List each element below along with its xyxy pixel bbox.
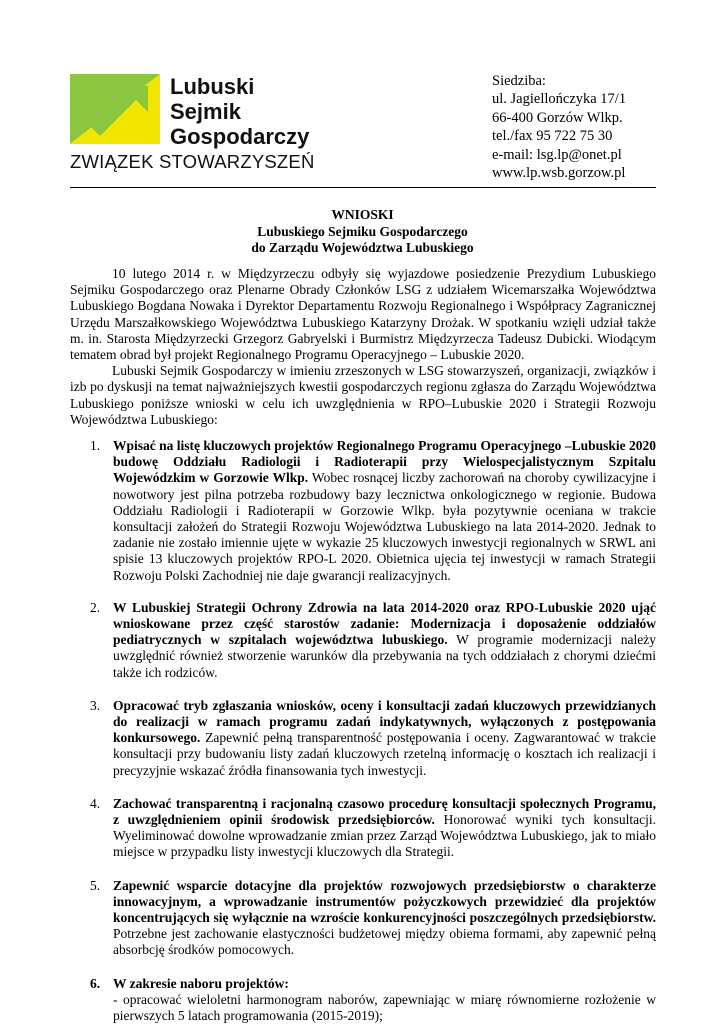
- logo-line-3: Gospodarczy: [170, 124, 310, 149]
- item-text: Potrzebne jest zachowanie elastyczności budżetowej między obiema formami, aby zapewnić pełną absorbcję środków pomocowych.: [113, 926, 656, 958]
- intro-text: [70, 266, 656, 428]
- list-item-4: [70, 796, 656, 861]
- motions-list: [70, 438, 656, 1024]
- item-heading: Opracować tryb zgłaszania wniosków, oceny i konsultacji zadań kluczowych przewidzianych do realizacji w ramach programu zadań indykatywnych, wyłączonych z postępowania konkursowego.: [113, 697, 656, 746]
- logo-name: [170, 74, 309, 149]
- item-heading: W zakresie naboru projektów:: [113, 975, 289, 991]
- intro-paragraph-2: Lubuski Sejmik Gospodarczy w imieniu zrzeszonych w LSG stowarzyszeń, organizacji, związków i izb po dyskusji na temat najważniejszych kwestii gospodarczych regionu zgłasza do Zarządu Województwa Lubuskiego poniższe wnioski w celu ich uwzględnienia w RPO–Lubuskie 2020 i Strategii Rozwoju Województwa Lubuskiego:: [70, 363, 656, 427]
- list-item-3: [70, 698, 656, 779]
- title-line-1: WNIOSKI: [331, 207, 394, 222]
- item-heading: Zapewnić wsparcie dotacyjne dla projektów rozwojowych przedsiębiorstw o charakterze innowacyjnym, a wprowadzanie instrumentów pożyczkowych przewidzieć dla projektów koncentrujących się wyłącznie na wzroście konkurencyjności poszczególnych przedsiębiorstw.: [113, 877, 656, 926]
- list-number: 6.: [90, 975, 101, 991]
- address-phone: tel./fax 95 722 75 30: [492, 128, 613, 145]
- title-line-3: do Zarządu Województwa Lubuskiego: [251, 240, 474, 255]
- logo-line-1: Lubuski: [170, 74, 255, 99]
- logo-triangles-icon: [70, 74, 160, 144]
- item-text: Zapewnić pełną transparentność postępowania i oceny. Zagwarantować w trakcie konsultacji przy budowaniu listy zadań kluczowych rzetelną informację o kosztach ich realizacji i precyzyjnie wskazać źródła finansowania tych inwestycji.: [113, 730, 656, 778]
- item-subpoint: - opracować wieloletni harmonogram naborów, zapewniając w miarę równomierne rozłożenie w pierwszych 5 latach programowania (2015-2019);: [113, 991, 656, 1024]
- address-email: e-mail: lsg.lp@onet.pl: [492, 146, 622, 163]
- item-heading: Wpisać na listę kluczowych projektów Regionalnego Programu Operacyjnego –Lubuskie 2020 budowę Oddziału Radiologii i Radioterapii przy Wielospecjalistycznym Szpitalu Wojewódzkim w Gorzowie Wlkp.: [113, 438, 656, 486]
- address-label: Siedziba:: [492, 73, 546, 89]
- address-block: [492, 72, 626, 182]
- list-number: 3.: [90, 697, 101, 713]
- list-number: 5.: [90, 877, 101, 893]
- lsg-logo: [70, 74, 320, 174]
- list-number: 1.: [90, 438, 101, 453]
- list-item-1: [70, 438, 656, 584]
- header-divider: [70, 187, 656, 188]
- list-number: 2.: [90, 599, 101, 615]
- item-heading: W Lubuskiej Strategii Ochrony Zdrowia na lata 2014-2020 oraz RPO-Lubuskie 2020 ująć wnioskowane przez część starostów zadanie: Modernizacja i doposażenie oddziałów pediatrycznych w szpitalach województwa lubuskiego.: [113, 599, 656, 648]
- intro-paragraph-1: 10 lutego 2014 r. w Międzyrzeczu odbyły się wyjazdowe posiedzenie Prezydium Lubuskiego Sejmiku Gospodarczego oraz Plenarne Obrady Członków LSG z udziałem Wicemarszałka Województwa Lubuskiego Bogdana Nowaka i Dyrektor Departamentu Rozwoju Regionalnego i Współpracy Zagranicznej Urzędu Marszałkowskiego Województwa Lubuskiego Katarzyny Drożak. W spotkaniu wzięli udział także m. in. Starosta Międzyrzecki Grzegorz Gabryelski i Burmistrz Międzyrzecza Tadeusz Dubicki. Wiodącym tematem obrad był projekt Regionalnego Programu Operacyjnego – Lubuskie 2020.: [70, 266, 656, 363]
- item-heading: Zachować transparentną i racjonalną czasowo procedurę konsultacji społecznych Programu, z uwzględnieniem opinii środowisk przedsiębiorców.: [113, 795, 656, 828]
- address-city: 66-400 Gorzów Wlkp.: [492, 109, 623, 126]
- address-website: www.lp.wsb.gorzow.pl: [492, 165, 626, 182]
- title-line-2: Lubuskiego Sejmiku Gospodarczego: [257, 223, 468, 239]
- item-text: Wobec rosnącej liczby zachorowań na choroby cywilizacyjne i nowotwory jest pilna potrzeba rozbudowy bazy lecznictwa onkologicznego w regionie. Budowa Oddziału Radiologii i Radioterapii w Gorzowie Wlkp. była pozytywnie oceniana w trakcie konsultacji założeń do Strategii Rozwoju Województwa Lubuskiego na lata 2014-2020. Jednak to zadanie nie zostało imiennie ujęte w wykazie 25 kluczowych inwestycji regionalnych w SRWL ani spisie 13 kluczowych projektów RPO-L 2020. Obietnica ujęcia tej inwestycji w ramach Strategii Rozwoju Polski Zachodniej nie daje gwarancji realizacyjnych.: [113, 470, 656, 583]
- logo-line-2: Sejmik: [170, 99, 241, 124]
- document-title: [0, 207, 725, 257]
- list-item-6: [70, 976, 656, 1024]
- address-street: ul. Jagiellończyka 17/1: [492, 91, 627, 108]
- list-item-5: [70, 878, 656, 959]
- item-text: W programie modernizacji należy uwzględnić również stworzenie warunków dla przebywania na tych oddziałach z chorymi dziećmi także ich rodziców.: [113, 632, 656, 680]
- logo-subtitle: ZWIĄZEK STOWARZYSZEŃ: [70, 151, 315, 172]
- list-number: 4.: [90, 795, 101, 811]
- item-text: Honorować wyniki tych konsultacji. Wyeliminować dowolne wprowadzanie zmian przez Zarząd Województwa Lubuskiego, jak to miało miejsce w przypadku listy inwestycji kluczowych dla Strategii.: [113, 812, 656, 860]
- list-item-2: [70, 600, 656, 681]
